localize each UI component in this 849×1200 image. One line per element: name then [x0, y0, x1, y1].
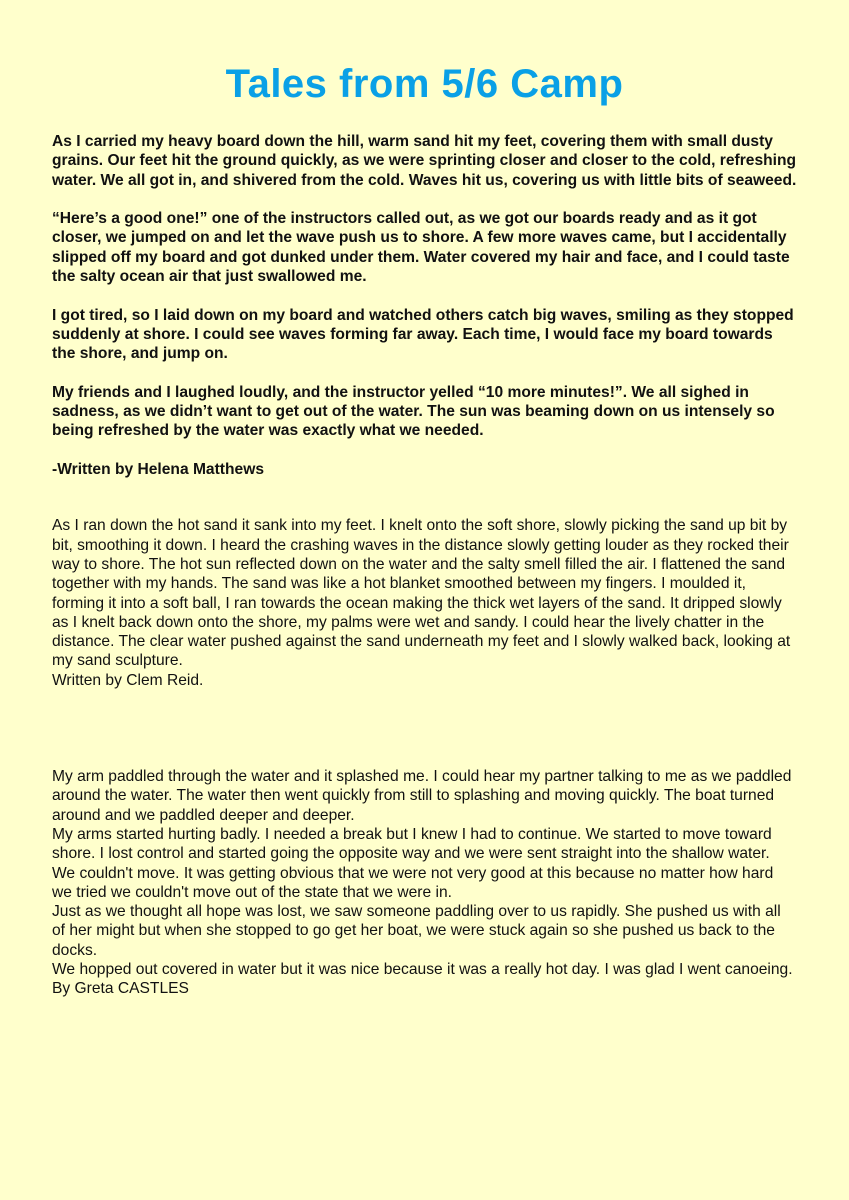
page-title: Tales from 5/6 Camp [225, 62, 624, 106]
story-paragraph: As I ran down the hot sand it sank into my feet. I knelt onto the soft shore, slowly picking the sand up bit by bit, smoothing it down. I heard the crashing waves in the distance slowly getting louder as they rocked their way to shore. The hot sun reflected down on the water and the salty smell filled the air. I flattened the sand together with my hands. The sand was like a hot blanket smoothed between my fingers. I moulded it, forming it into a soft ball, I ran towards the ocean making the thick wet layers of the sand. It dripped slowly as I knelt back down onto the shore, my palms were wet and sandy. I could hear the lively chatter in the distance. The clear water pushed against the sand underneath my feet and I slowly walked back, looking at my sand sculpture. [52, 517, 791, 670]
story-byline: -Written by Helena Matthews [52, 461, 264, 479]
story-paragraph: Just as we thought all hope was lost, we saw someone paddling over to us rapidly. She pushed us with all of her might but when she stopped to go get her boat, we were stuck again so she pushed us back to the docks. [52, 903, 781, 959]
story-paragraph: “Here’s a good one!” one of the instructors called out, as we got our boards ready and as it got closer, we jumped on and let the wave push us to shore. A few more waves came, but I accidentally slipped off my board and got dunked under them. Water covered my hair and face, and I could taste the salty ocean air that just swallowed me. [52, 210, 790, 286]
story-byline: By Greta CASTLES [52, 980, 189, 998]
story-byline: Written by Clem Reid. [52, 671, 204, 689]
story-surfing [52, 132, 797, 479]
story-canoeing [52, 767, 797, 999]
story-paragraph: My friends and I laughed loudly, and the instructor yelled “10 more minutes!”. We all sighed in sadness, as we didn’t want to get out of the water. The sun was beaming down on us intensely so being refreshed by the water was exactly what we needed. [52, 383, 775, 440]
story-sand-sculpture [52, 516, 797, 690]
story-paragraph: I got tired, so I laid down on my board and watched others catch big waves, smiling as they stopped suddenly at shore. I could see waves forming far away. Each time, I would face my board towards the shore, and jump on. [52, 306, 794, 363]
story-paragraph: My arms started hurting badly. I needed a break but I knew I had to continue. We started to move toward shore. I lost control and started going the opposite way and we were sent straight into the shallow water. We couldn't move. It was getting obvious that we were not very good at this because no matter how hard we tried we couldn't move out of the state that we were in. [52, 825, 774, 901]
story-paragraph: As I carried my heavy board down the hill, warm sand hit my feet, covering them with small dusty grains. Our feet hit the ground quickly, as we were sprinting closer and closer to the cold, refreshing water. We all got in, and shivered from the cold. Waves hit us, covering us with little bits of seaweed. [52, 133, 797, 189]
story-paragraph: My arm paddled through the water and it splashed me. I could hear my partner talking to me as we paddled around the water. The water then went quickly from still to splashing and moving quickly. The boat turned around and we paddled deeper and deeper. [52, 768, 792, 824]
story-paragraph: We hopped out covered in water but it was nice because it was a really hot day. I was glad I went canoeing. [52, 960, 793, 978]
